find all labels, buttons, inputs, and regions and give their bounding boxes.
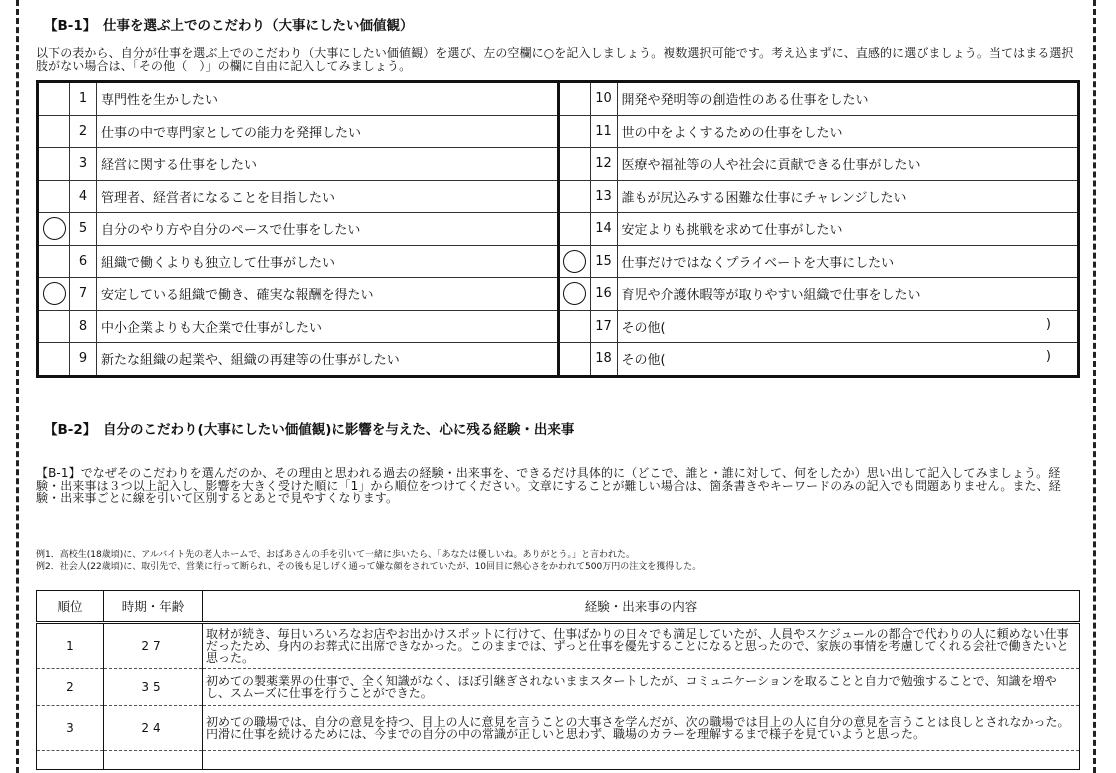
values-table	[36, 80, 1080, 378]
checkbox-cell-10[interactable]	[558, 82, 590, 116]
item-number: 16	[590, 278, 617, 311]
item-text-cell	[97, 213, 559, 246]
checkbox-cell-12[interactable]	[558, 148, 590, 181]
item-number: 8	[70, 310, 97, 343]
item-number: 1	[70, 82, 97, 116]
item-text: 安定よりも挑戦を求めて仕事がしたい	[621, 223, 843, 239]
circle-mark-icon	[563, 250, 586, 273]
item-text-cell	[617, 310, 1079, 343]
item-text-cell	[97, 310, 559, 343]
item-text-cell	[97, 148, 559, 181]
values-row	[38, 148, 1079, 181]
item-text: 仕事だけではなくプライベートを大事にしたい	[621, 255, 895, 271]
checkbox-cell-14[interactable]	[558, 213, 590, 246]
values-row	[38, 180, 1079, 213]
right-dashed-border	[1093, 0, 1096, 773]
rank-cell	[37, 751, 104, 770]
b1-section-title: 【B-1】 仕事を選ぶ上でのこだわり（大事にしたい価値観）	[44, 18, 414, 34]
rank-cell: 1	[37, 623, 104, 669]
checkbox-cell-6[interactable]	[38, 245, 70, 278]
item-text: 自分のやり方や自分のペースで仕事をしたい	[101, 223, 361, 239]
item-text: 専門性を生かしたい	[101, 93, 219, 109]
item-number: 12	[590, 148, 617, 181]
circle-mark-icon	[43, 217, 66, 240]
checkbox-cell-16[interactable]	[558, 278, 590, 311]
item-text-cell	[97, 343, 559, 377]
item-text-cell	[617, 148, 1079, 181]
experience-row	[37, 669, 1080, 706]
age-cell	[104, 751, 203, 770]
checkbox-cell-9[interactable]	[38, 343, 70, 377]
item-text: 仕事の中で専門家としての能力を発揮したい	[101, 125, 362, 141]
item-text: 開発や発明等の創造性のある仕事をしたい	[621, 93, 869, 109]
item-text-cell	[97, 115, 559, 148]
experience-row	[37, 623, 1080, 669]
checkbox-cell-2[interactable]	[38, 115, 70, 148]
item-text: 安定している組織で働き、確実な報酬を得たい	[101, 288, 374, 304]
checkbox-cell-17[interactable]	[558, 310, 590, 343]
item-text: その他(	[621, 320, 666, 336]
content-cell[interactable]: 初めての製薬業界の仕事で、全く知識がなく、ほぼ引継ぎされないままスタートしたが、コミュニケーションを取ることと自力で勉強することで、知識を増やし、スムーズに仕事を行うことができた。	[203, 669, 1080, 706]
item-number: 7	[70, 278, 97, 311]
age-cell: 27	[104, 623, 203, 669]
item-text: 管理者、経営者になることを目指したい	[101, 190, 336, 206]
item-text: 医療や福祉等の人や社会に貢献できる仕事がしたい	[621, 158, 921, 174]
checkbox-cell-11[interactable]	[558, 115, 590, 148]
header-content: 経験・出来事の内容	[203, 591, 1080, 623]
item-text: その他(	[621, 353, 666, 369]
circle-mark-icon	[43, 282, 66, 305]
item-text-cell	[617, 115, 1079, 148]
example-1: 例1．高校生(18歳頃)に、アルバイト先の老人ホームで、おばあさんの手を引いて一緒に歩いたら、「あなたは優しいね。ありがとう。」と言われた。	[36, 550, 636, 560]
experiences-header-row	[37, 591, 1080, 623]
item-text: 育児や介護休暇等が取りやすい組織で仕事をしたい	[621, 288, 921, 304]
item-number: 11	[590, 115, 617, 148]
b2-instruction: 【B-1】でなぜそのこだわりを選んだのか、その理由と思われる過去の経験・出来事を、できるだけ具体的に（どこで、誰と・誰に対して、何をしたか）思い出して記入してみましょう。経験・出来事は３つ以上記入し、影響を大きく受けた順に「1」から順位をつけてください。文章にすることが難しい場合は、箇条書きやキーワードのみの記入でも問題ありません。また、経験・出来事ごとに線を引いて区別するとあとで見やすくなります。	[36, 466, 1061, 505]
checkbox-cell-15[interactable]	[558, 245, 590, 278]
item-number: 17	[590, 310, 617, 343]
experience-row	[37, 706, 1080, 751]
experiences-table	[36, 590, 1080, 770]
item-text-cell	[617, 343, 1079, 377]
values-row	[38, 82, 1079, 116]
closing-paren: )	[1045, 349, 1051, 365]
b1-instruction: 以下の表から、自分が仕事を選ぶ上でのこだわり（大事にしたい価値観）を選び、左の空欄に○を記入しましょう。複数選択可能です。考え込まずに、直感的に選びましょう。当てはまる選択肢がない場合は、「その他（ ）」の欄に自由に記入してみましょう。	[36, 46, 1074, 73]
values-row	[38, 343, 1079, 377]
checkbox-cell-5[interactable]	[38, 213, 70, 246]
item-text: 新たな組織の起業や、組織の再建等の仕事がしたい	[101, 353, 400, 369]
item-number: 14	[590, 213, 617, 246]
checkbox-cell-4[interactable]	[38, 180, 70, 213]
left-dashed-border	[16, 0, 19, 773]
age-cell: 24	[104, 706, 203, 751]
content-cell[interactable]: 取材が続き、毎日いろいろなお店やお出かけスポットに行けて、仕事ばかりの日々でも満足していたが、人員やスケジュールの都合で代わりの人に頼めない仕事だったため、身内のお葬式に出席できなかった。このままでは、ずっと仕事を優先することになると思ったので、家族の事情を考慮してくれる会社で働きたいと思った。	[203, 623, 1080, 669]
item-number: 6	[70, 245, 97, 278]
checkbox-cell-7[interactable]	[38, 278, 70, 311]
content-cell[interactable]: 初めての職場では、自分の意見を持つ、目上の人に意見を言うことの大事さを学んだが、次の職場では目上の人に自分の意見を言うことは良しとされなかった。円滑に仕事を続けるためには、今までの自分の中の常識が正しいと思わず、職場のカラーを理解するまで様子を見ていようと思った。	[203, 706, 1080, 751]
values-row	[38, 245, 1079, 278]
values-row	[38, 213, 1079, 246]
b2-section-title: 【B-2】 自分のこだわり(大事にしたい価値観)に影響を与えた、心に残る経験・出来事	[44, 422, 575, 438]
item-number: 9	[70, 343, 97, 377]
header-rank: 順位	[37, 591, 104, 623]
checkbox-cell-1[interactable]	[38, 82, 70, 116]
item-text: 組織で働くよりも独立して仕事がしたい	[101, 255, 336, 271]
values-row	[38, 310, 1079, 343]
item-number: 4	[70, 180, 97, 213]
item-number: 13	[590, 180, 617, 213]
checkbox-cell-13[interactable]	[558, 180, 590, 213]
item-number: 10	[590, 82, 617, 116]
circle-mark-icon	[563, 282, 586, 305]
item-text-cell	[97, 180, 559, 213]
item-number: 18	[590, 343, 617, 377]
content-cell[interactable]	[203, 751, 1080, 770]
closing-paren: )	[1045, 316, 1051, 332]
checkbox-cell-18[interactable]	[558, 343, 590, 377]
header-age: 時期・年齢	[104, 591, 203, 623]
item-text-cell	[617, 213, 1079, 246]
values-row	[38, 115, 1079, 148]
rank-cell: 3	[37, 706, 104, 751]
item-text-cell	[617, 180, 1079, 213]
values-row	[38, 278, 1079, 311]
experience-row	[37, 751, 1080, 770]
item-text-cell	[617, 82, 1079, 116]
item-text-cell	[97, 245, 559, 278]
checkbox-cell-8[interactable]	[38, 310, 70, 343]
checkbox-cell-3[interactable]	[38, 148, 70, 181]
item-number: 5	[70, 213, 97, 246]
item-text: 誰もが尻込みする困難な仕事にチャレンジしたい	[621, 190, 907, 206]
item-text: 中小企業よりも大企業で仕事がしたい	[101, 320, 323, 336]
item-number: 3	[70, 148, 97, 181]
item-text-cell	[97, 278, 559, 311]
item-text-cell	[617, 278, 1079, 311]
item-number: 15	[590, 245, 617, 278]
rank-cell: 2	[37, 669, 104, 706]
age-cell: 35	[104, 669, 203, 706]
item-number: 2	[70, 115, 97, 148]
item-text-cell	[617, 245, 1079, 278]
item-text: 世の中をよくするための仕事をしたい	[621, 125, 843, 141]
example-2: 例2．社会人(22歳頃)に、取引先で、営業に行って断られ、その後も足しげく通って嫌な顔をされていたが、10回目に熱心さをかわれて500万円の注文を獲得した。	[36, 562, 702, 572]
item-text-cell	[97, 82, 559, 116]
item-text: 経営に関する仕事をしたい	[101, 158, 258, 174]
